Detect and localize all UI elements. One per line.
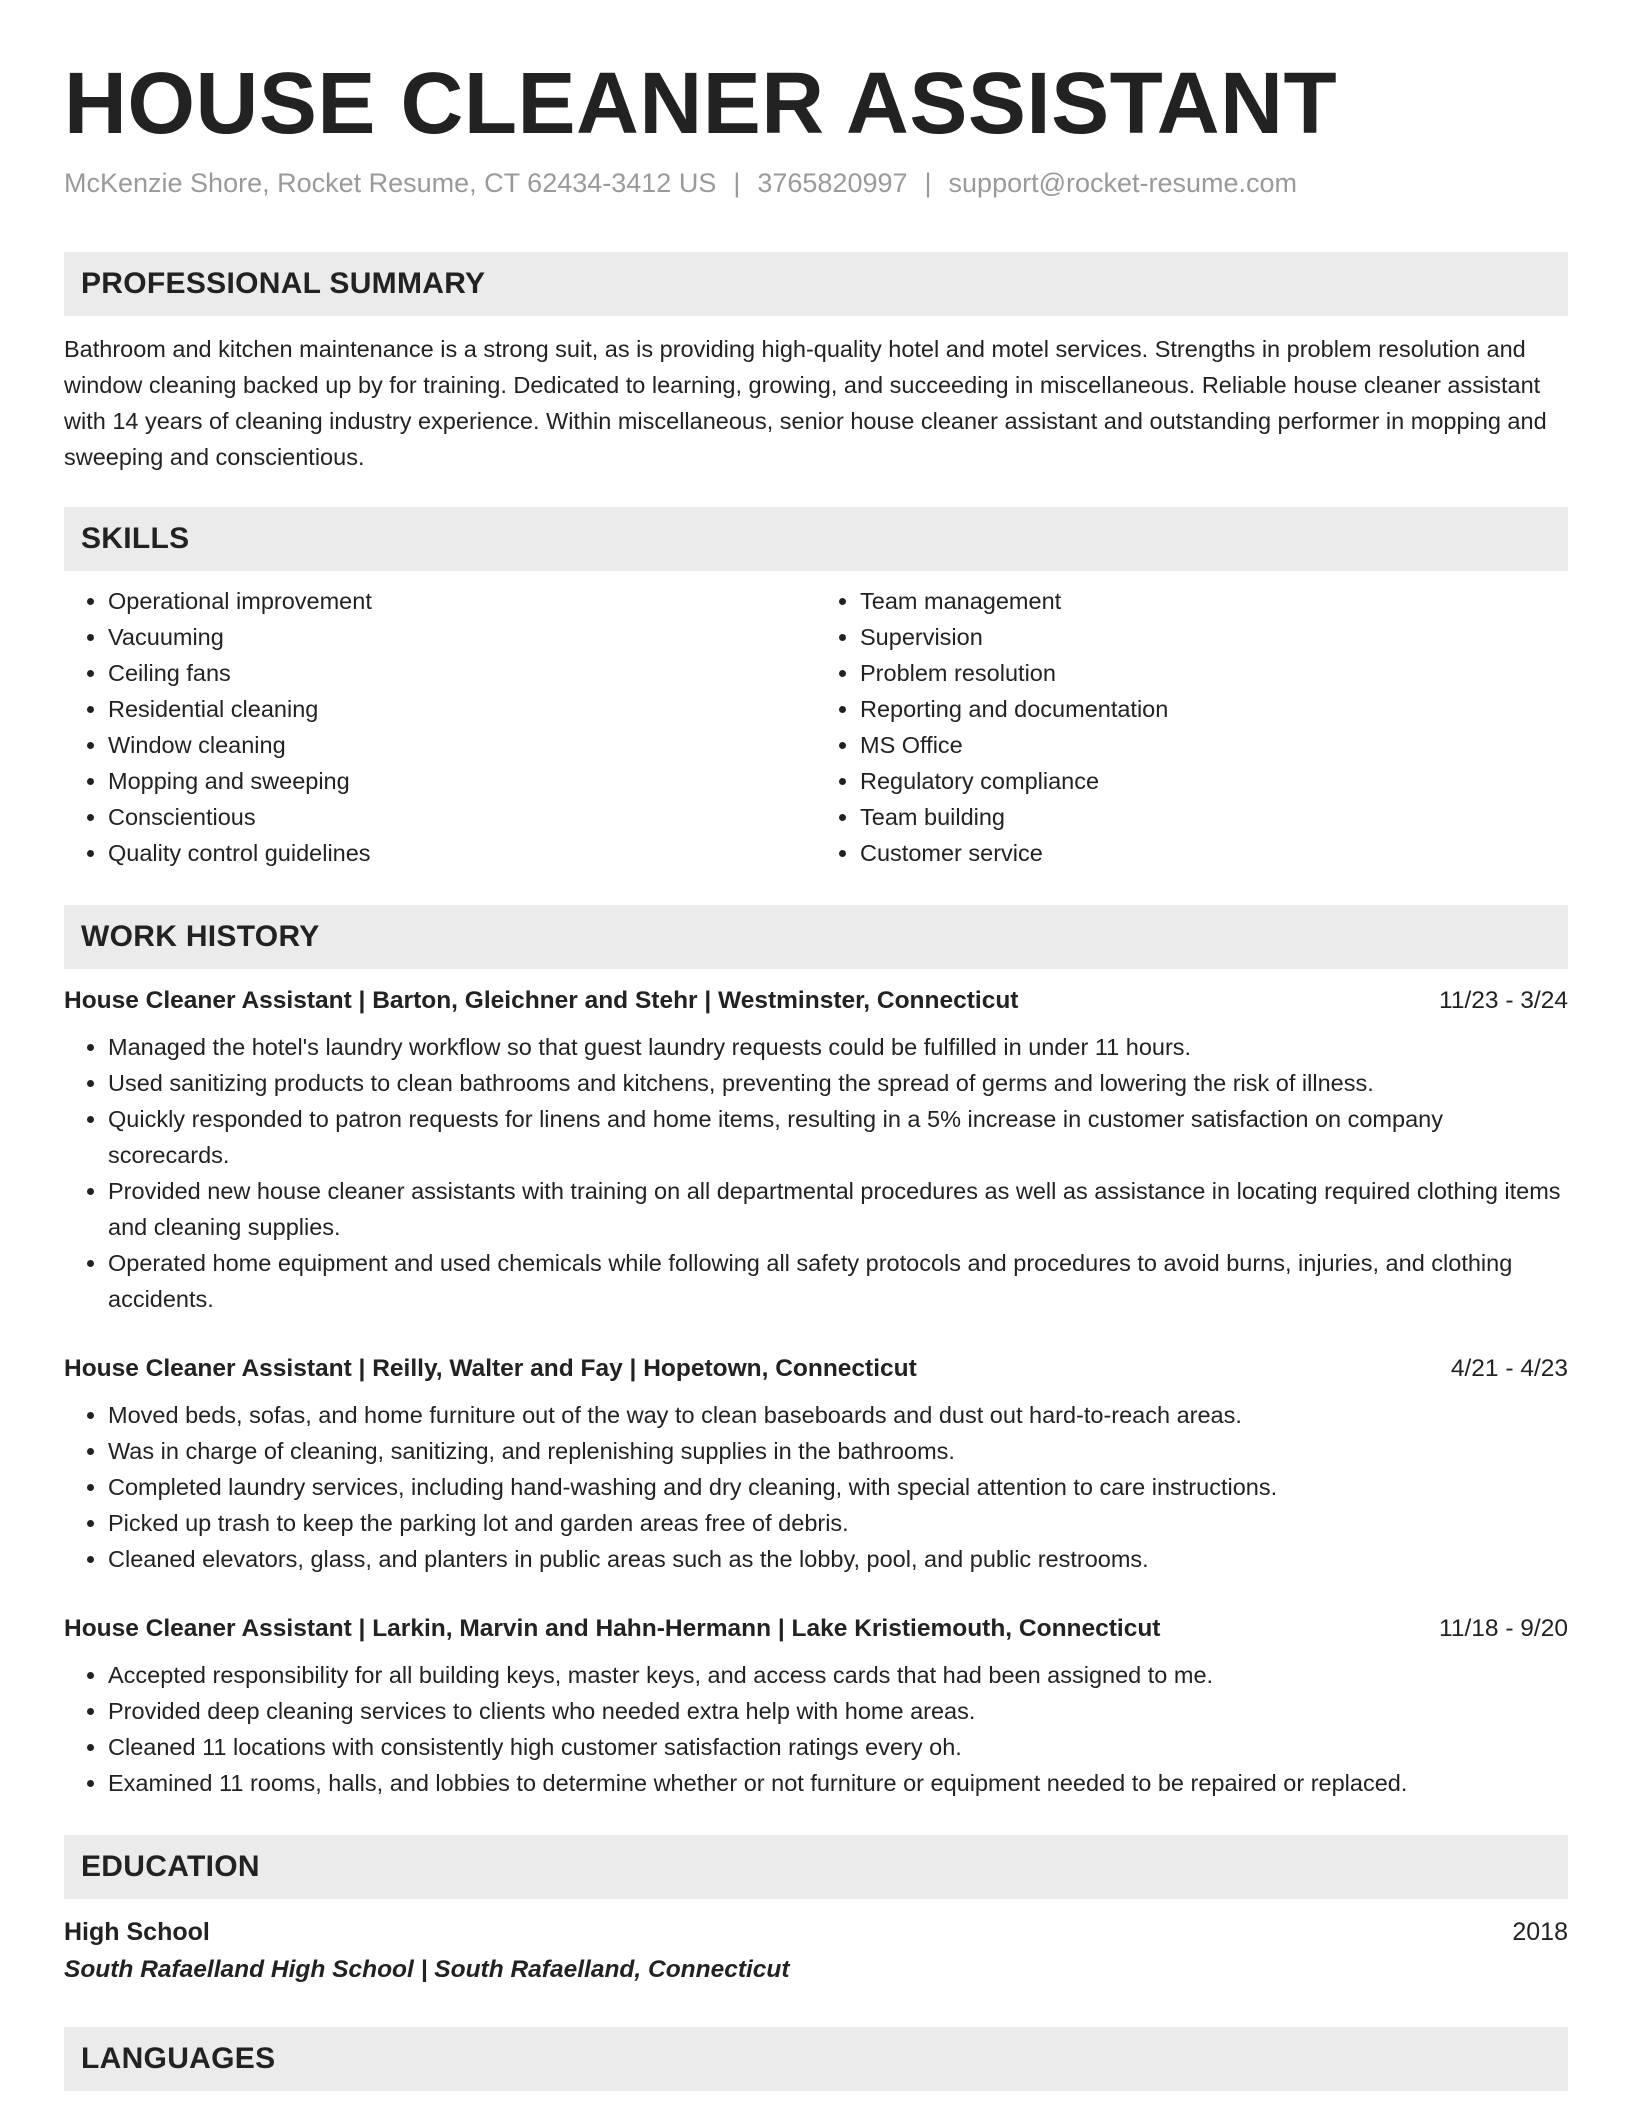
job-header: [64, 1611, 1568, 1647]
skill-item: • Vacuuming: [108, 619, 816, 655]
job-bullet: • Cleaned elevators, glass, and planters in public areas such as the lobby, pool, and public restrooms.: [108, 1541, 1568, 1577]
skill-item: • Conscientious: [108, 799, 816, 835]
job-bullet: • Picked up trash to keep the parking lot and garden areas free of debris.: [108, 1505, 1568, 1541]
section-header-skills: SKILLS: [64, 507, 1568, 571]
job-bullet: • Was in charge of cleaning, sanitizing, and replenishing supplies in the bathrooms.: [108, 1433, 1568, 1469]
skills-list: [64, 583, 1568, 871]
job-bullet: • Cleaned 11 locations with consistently high customer satisfaction ratings every oh.: [108, 1729, 1568, 1765]
section-header-education: EDUCATION: [64, 1835, 1568, 1899]
job-bullet: • Quickly responded to patron requests for linens and home items, resulting in a 5% increase in customer satisfaction on company scorecards.: [108, 1101, 1568, 1173]
skill-item: • Team management: [860, 583, 1568, 619]
skill-item: • MS Office: [860, 727, 1568, 763]
section-header-work-history: WORK HISTORY: [64, 905, 1568, 969]
skill-item: • Team building: [860, 799, 1568, 835]
job-entry: [64, 1611, 1568, 1801]
education-year: 2018: [1512, 1918, 1568, 1946]
contact-separator: |: [924, 168, 932, 198]
section-header-languages: LANGUAGES: [64, 2027, 1568, 2091]
section-header-summary: PROFESSIONAL SUMMARY: [64, 252, 1568, 316]
skill-item: • Supervision: [860, 619, 1568, 655]
job-dates: 4/21 - 4/23: [1450, 1355, 1568, 1382]
job-bullet: • Accepted responsibility for all building keys, master keys, and access cards that had been assigned to me.: [108, 1657, 1568, 1693]
contact-address: McKenzie Shore, Rocket Resume, CT 62434-3412 US: [64, 168, 717, 198]
skill-item: • Reporting and documentation: [860, 691, 1568, 727]
job-bullet: • Moved beds, sofas, and home furniture out of the way to clean baseboards and dust out hard-to-reach areas.: [108, 1397, 1568, 1433]
candidate-name: HOUSE CLEANER ASSISTANT: [64, 55, 1338, 152]
contact-email: support@rocket-resume.com: [948, 168, 1298, 198]
contact-phone: 3765820997: [757, 168, 908, 198]
job-entry: [64, 1351, 1568, 1577]
skill-item: • Problem resolution: [860, 655, 1568, 691]
skills-column-left: [64, 583, 816, 871]
job-bullet: • Operated home equipment and used chemicals while following all safety protocols and procedures to avoid burns, injuries, and clothing accidents.: [108, 1245, 1568, 1317]
job-title: House Cleaner Assistant | Reilly, Walter and Fay | Hopetown, Connecticut: [64, 1355, 917, 1382]
education-entry: [64, 1913, 1568, 1989]
job-bullet: • Provided new house cleaner assistants with training on all departmental procedures as well as assistance in locating required clothing items and cleaning supplies.: [108, 1173, 1568, 1245]
job-bullet: • Completed laundry services, including hand-washing and dry cleaning, with special attention to care instructions.: [108, 1469, 1568, 1505]
summary-text: Bathroom and kitchen maintenance is a strong suit, as is providing high-quality hotel and motel services. Strengths in problem resolution and window cleaning backed up by for training. Dedicated to learning, growing, and succeeding in miscellaneous. Reliable house cleaner assistant with 14 years of cleaning industry experience. Within miscellaneous, senior house cleaner assistant and outstanding performer in mopping and sweeping and conscientious.: [64, 336, 1547, 470]
skill-item: • Quality control guidelines: [108, 835, 816, 871]
skill-item: • Window cleaning: [108, 727, 816, 763]
job-bullets: [64, 1397, 1568, 1577]
job-bullets: [64, 1029, 1568, 1317]
skill-item: • Residential cleaning: [108, 691, 816, 727]
job-header: [64, 1351, 1568, 1387]
skill-item: • Regulatory compliance: [860, 763, 1568, 799]
job-dates: 11/23 - 3/24: [1439, 987, 1568, 1014]
contact-separator: |: [733, 168, 741, 198]
job-title: House Cleaner Assistant | Barton, Gleichner and Stehr | Westminster, Connecticut: [64, 987, 1019, 1014]
job-entry: [64, 983, 1568, 1317]
job-dates: 11/18 - 9/20: [1439, 1615, 1568, 1642]
education-header: [64, 1913, 1568, 1951]
job-header: [64, 983, 1568, 1019]
job-bullets: [64, 1657, 1568, 1801]
skill-item: • Ceiling fans: [108, 655, 816, 691]
job-bullet: • Examined 11 rooms, halls, and lobbies to determine whether or not furniture or equipment needed to be repaired or replaced.: [108, 1765, 1568, 1801]
job-bullet: • Provided deep cleaning services to clients who needed extra help with home areas.: [108, 1693, 1568, 1729]
job-bullet: • Managed the hotel's laundry workflow so that guest laundry requests could be fulfilled in under 11 hours.: [108, 1029, 1568, 1065]
contact-line: [64, 166, 1568, 200]
skill-item: • Operational improvement: [108, 583, 816, 619]
job-bullet: • Used sanitizing products to clean bathrooms and kitchens, preventing the spread of germs and lowering the risk of illness.: [108, 1065, 1568, 1101]
skill-item: • Customer service: [860, 835, 1568, 871]
job-title: House Cleaner Assistant | Larkin, Marvin and Hahn-Hermann | Lake Kristiemouth, Connecticut: [64, 1615, 1161, 1642]
skill-item: • Mopping and sweeping: [108, 763, 816, 799]
skills-column-right: [816, 583, 1568, 871]
education-school: South Rafaelland High School | South Rafaelland, Connecticut: [64, 1956, 790, 1983]
education-degree: High School: [64, 1918, 210, 1946]
